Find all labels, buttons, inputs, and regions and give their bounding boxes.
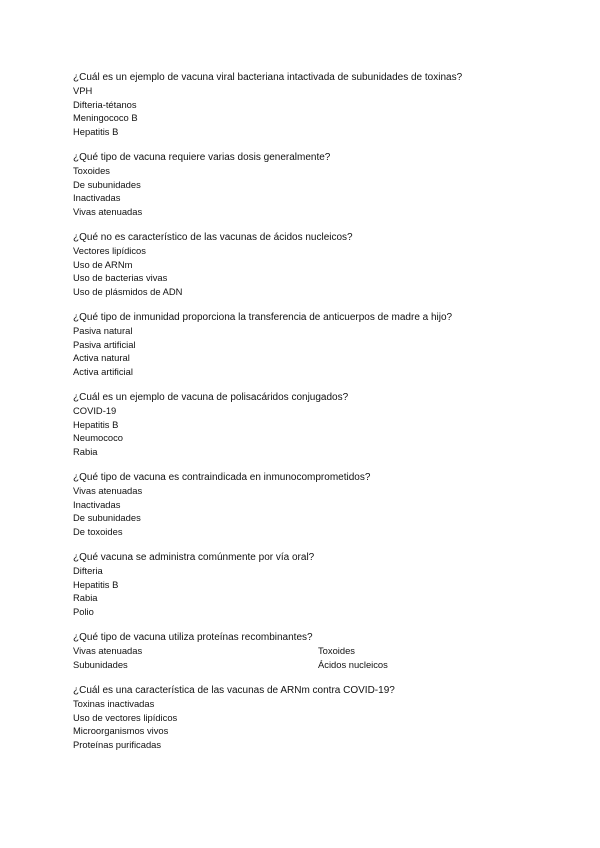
option: Uso de vectores lipídicos: [73, 711, 178, 723]
option: VPH: [73, 85, 93, 97]
option: Hepatitis B: [73, 418, 119, 430]
option-list: [73, 324, 553, 378]
option-list: [73, 564, 553, 618]
option-list: [73, 697, 553, 751]
option: COVID-19: [73, 405, 117, 417]
option: Vivas atenuadas: [73, 205, 143, 217]
option: Toxoides: [318, 645, 355, 657]
option: Uso de plásmidos de ADN: [73, 285, 183, 297]
option: Vivas atenuadas: [73, 485, 143, 497]
option-list: [73, 164, 553, 218]
question-text: ¿Qué tipo de vacuna requiere varias dosis generalmente?: [73, 152, 331, 163]
question-block-1: [73, 71, 553, 138]
question-block-9: [73, 684, 553, 751]
option: Uso de ARNm: [73, 258, 133, 270]
option-list: [73, 244, 553, 298]
option: De toxoides: [73, 525, 123, 537]
option: Toxoides: [73, 165, 110, 177]
option: Meningococo B: [73, 112, 138, 124]
option: Neumococo: [73, 432, 124, 444]
option: Toxinas inactivadas: [73, 698, 155, 710]
option: Polio: [73, 605, 94, 617]
option: Pasiva natural: [73, 325, 133, 337]
option: Inactivadas: [73, 192, 121, 204]
question-block-3: [73, 231, 553, 298]
question-block-8: [73, 631, 553, 671]
option: De subunidades: [73, 178, 141, 190]
option-list: [73, 644, 553, 671]
question-text: ¿Cuál es un ejemplo de vacuna de polisacáridos conjugados?: [73, 392, 349, 403]
question-text: ¿Qué tipo de inmunidad proporciona la transferencia de anticuerpos de madre a hijo?: [73, 312, 453, 323]
option: Vectores lipídicos: [73, 245, 146, 257]
option: Difteria: [73, 565, 103, 577]
question-block-7: [73, 551, 553, 618]
option: Activa natural: [73, 352, 130, 364]
option: Activa artificial: [73, 365, 133, 377]
option: Hepatitis B: [73, 578, 119, 590]
question-text: ¿Cuál es una característica de las vacunas de ARNm contra COVID-19?: [73, 685, 395, 696]
question-text: ¿Qué no es característico de las vacunas de ácidos nucleicos?: [73, 232, 353, 243]
question-text: ¿Qué tipo de vacuna es contraindicada en inmunocomprometidos?: [73, 472, 371, 483]
question-text: ¿Qué tipo de vacuna utiliza proteínas recombinantes?: [73, 632, 313, 643]
option: Rabia: [73, 445, 98, 457]
question-block-5: [73, 391, 553, 458]
option: Vivas atenuadas: [73, 645, 143, 657]
option: De subunidades: [73, 512, 141, 524]
option: Rabia: [73, 592, 98, 604]
option-list: [73, 484, 553, 538]
option: Ácidos nucleicos: [318, 658, 388, 670]
question-block-6: [73, 471, 553, 538]
option: Inactivadas: [73, 498, 121, 510]
question-block-2: [73, 151, 553, 218]
option: Hepatitis B: [73, 125, 119, 137]
option: Proteínas purificadas: [73, 738, 162, 750]
question-text: ¿Qué vacuna se administra comúnmente por vía oral?: [73, 552, 315, 563]
question-text: ¿Cuál es un ejemplo de vacuna viral bacteriana intactivada de subunidades de toxinas?: [73, 72, 463, 83]
option: Microorganismos vivos: [73, 725, 169, 737]
option: Difteria-tétanos: [73, 98, 137, 110]
option: Uso de bacterias vivas: [73, 272, 168, 284]
option-list: [73, 404, 553, 458]
option-list: [73, 84, 553, 138]
question-block-4: [73, 311, 553, 378]
option: Subunidades: [73, 658, 128, 670]
option: Pasiva artificial: [73, 338, 136, 350]
